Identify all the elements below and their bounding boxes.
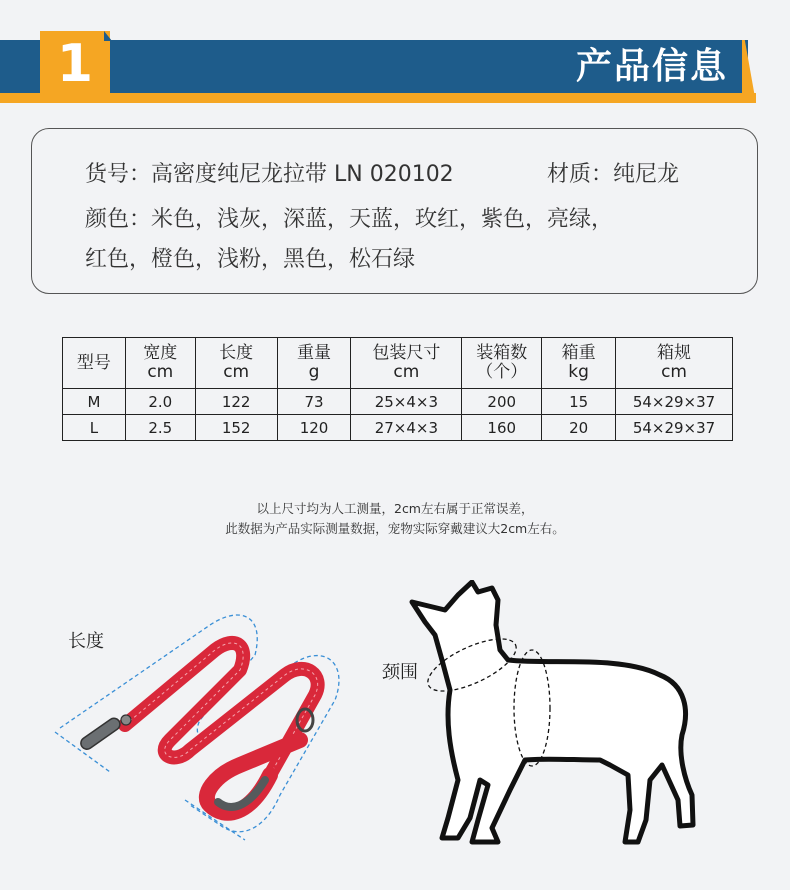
dog-illustration — [400, 580, 700, 860]
material-text: 材质：纯尼龙 — [547, 162, 680, 187]
table-header-cell — [195, 338, 277, 389]
table-cell: L — [63, 415, 126, 441]
snap-hook — [79, 716, 123, 752]
table-header-cell — [351, 338, 462, 389]
header-accent-edge — [742, 40, 756, 103]
table-header-unit: （个） — [476, 362, 528, 382]
neck-label: 颈围 — [382, 662, 418, 683]
dog-silhouette — [412, 582, 693, 842]
colors-text-2: 红色，橙色，浅粉，黑色，松石绿 — [85, 247, 416, 272]
table-cell: M — [63, 389, 126, 415]
table-row — [63, 389, 733, 415]
table-cell: 160 — [462, 415, 542, 441]
table-cell: 25×4×3 — [351, 389, 462, 415]
table-header-cell — [277, 338, 351, 389]
table-header-label: 重量 — [297, 343, 331, 363]
table-cell: 122 — [195, 389, 277, 415]
table-cell: 15 — [542, 389, 616, 415]
table-cell: 73 — [277, 389, 351, 415]
product-info-box — [31, 128, 758, 294]
table-cell: 152 — [195, 415, 277, 441]
table-header-cell — [542, 338, 616, 389]
table-header-cell — [125, 338, 195, 389]
table-header-unit: kg — [568, 362, 589, 382]
table-header-cell — [63, 338, 126, 389]
snap-hook-swivel — [121, 715, 131, 725]
table-cell: 20 — [542, 415, 616, 441]
table-header-label: 宽度 — [143, 343, 178, 363]
table-header-label: 箱规 — [657, 343, 692, 363]
section-number: 1 — [40, 31, 110, 97]
note-line-2: 此数据为产品实际测量数据，宠物实际穿戴建议大2cm左右。 — [225, 521, 565, 536]
header-accent-stripe — [0, 93, 756, 103]
length-label: 长度 — [68, 631, 104, 652]
table-header-row — [63, 338, 733, 389]
table-row — [63, 415, 733, 441]
spec-table — [62, 337, 733, 441]
table-cell: 27×4×3 — [351, 415, 462, 441]
table-cell: 2.5 — [125, 415, 195, 441]
item-number-text: 货号：高密度纯尼龙拉带 LN 020102 — [85, 162, 454, 187]
table-header-label: 箱重 — [561, 343, 596, 363]
colors-text-1: 颜色：米色，浅灰，深蓝，天蓝，玫红，紫色，亮绿， — [85, 207, 614, 232]
table-header-unit: g — [308, 362, 320, 382]
table-header-cell — [616, 338, 733, 389]
table-header-label: 长度 — [219, 343, 254, 363]
table-header-label: 装箱数 — [476, 343, 528, 363]
note-line-1: 以上尺寸均为人工测量，2cm左右属于正常误差， — [256, 501, 534, 516]
table-cell: 120 — [277, 415, 351, 441]
table-header-unit: cm — [223, 362, 250, 382]
section-title: 产品信息 — [575, 46, 728, 87]
table-header-unit: cm — [393, 362, 420, 382]
table-header-unit: cm — [147, 362, 174, 382]
table-cell: 200 — [462, 389, 542, 415]
table-header-unit: cm — [661, 362, 687, 382]
table-header-label: 包装尺寸 — [372, 343, 441, 363]
table-cell: 54×29×37 — [616, 389, 733, 415]
table-header-cell — [462, 338, 542, 389]
table-cell: 2.0 — [125, 389, 195, 415]
table-header-label: 型号 — [76, 352, 111, 373]
table-cell: 54×29×37 — [616, 415, 733, 441]
leash-illustration — [50, 600, 360, 850]
